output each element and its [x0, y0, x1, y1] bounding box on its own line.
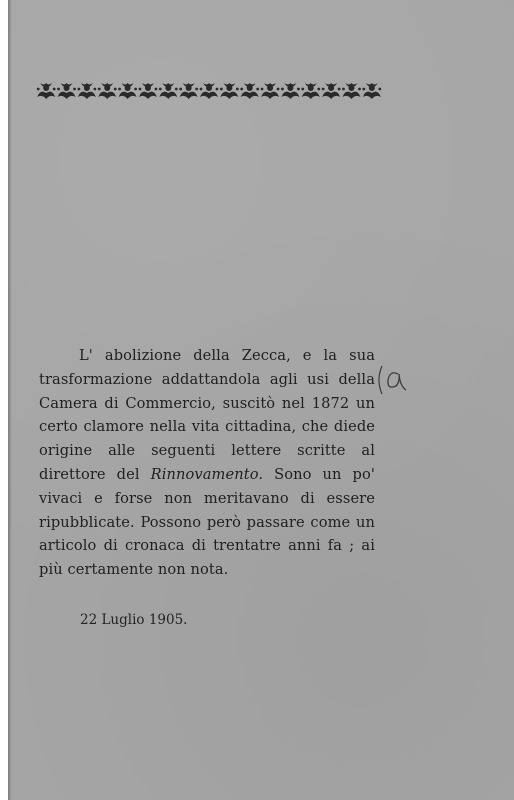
ornament-motif [37, 83, 56, 99]
ornament-motif [261, 83, 280, 99]
ornament-motif [362, 83, 381, 99]
ornament-motif [281, 83, 300, 99]
ornament-motif [200, 83, 219, 99]
ornament-motif [179, 83, 198, 99]
ornament-motif [301, 83, 320, 99]
ornament-motif [159, 83, 178, 99]
ornament-motif [139, 83, 158, 99]
ornament-motif [342, 83, 361, 99]
page-binding-shadow [8, 0, 12, 800]
ornament-motif [240, 83, 259, 99]
preface-text [39, 344, 375, 582]
ornament-motif [322, 83, 341, 99]
ornament-motif [220, 83, 239, 99]
margin-annotation-text: a [392, 384, 393, 385]
ornament-motif [77, 83, 96, 99]
ornament-motif [57, 83, 76, 99]
paragraph-text-part-1: L' abolizione della Zecca, e la sua trasformazione addattandola agli usi della Camera di Commercio, suscitò nel 1872 un certo clamore nella vita cittadina, che diede origine alle seguenti lettere scritte al direttore del [39, 347, 375, 483]
preface-paragraph [39, 344, 375, 582]
newspaper-title: Rinnovamento. [150, 465, 264, 483]
ornament-motif [98, 83, 117, 99]
document-date: 22 Luglio 1905. [80, 612, 188, 628]
paragraph-text-part-2: Sono un po' vivaci e forse non meritavano di essere ripubblicate. Possono però passare come un articolo di cronaca di trentatre anni fa ; ai più certamente non nota. [39, 465, 375, 579]
ornament-motif [118, 83, 137, 99]
handwritten-margin-icon [374, 360, 410, 400]
floral-ornament-icon [36, 79, 382, 103]
